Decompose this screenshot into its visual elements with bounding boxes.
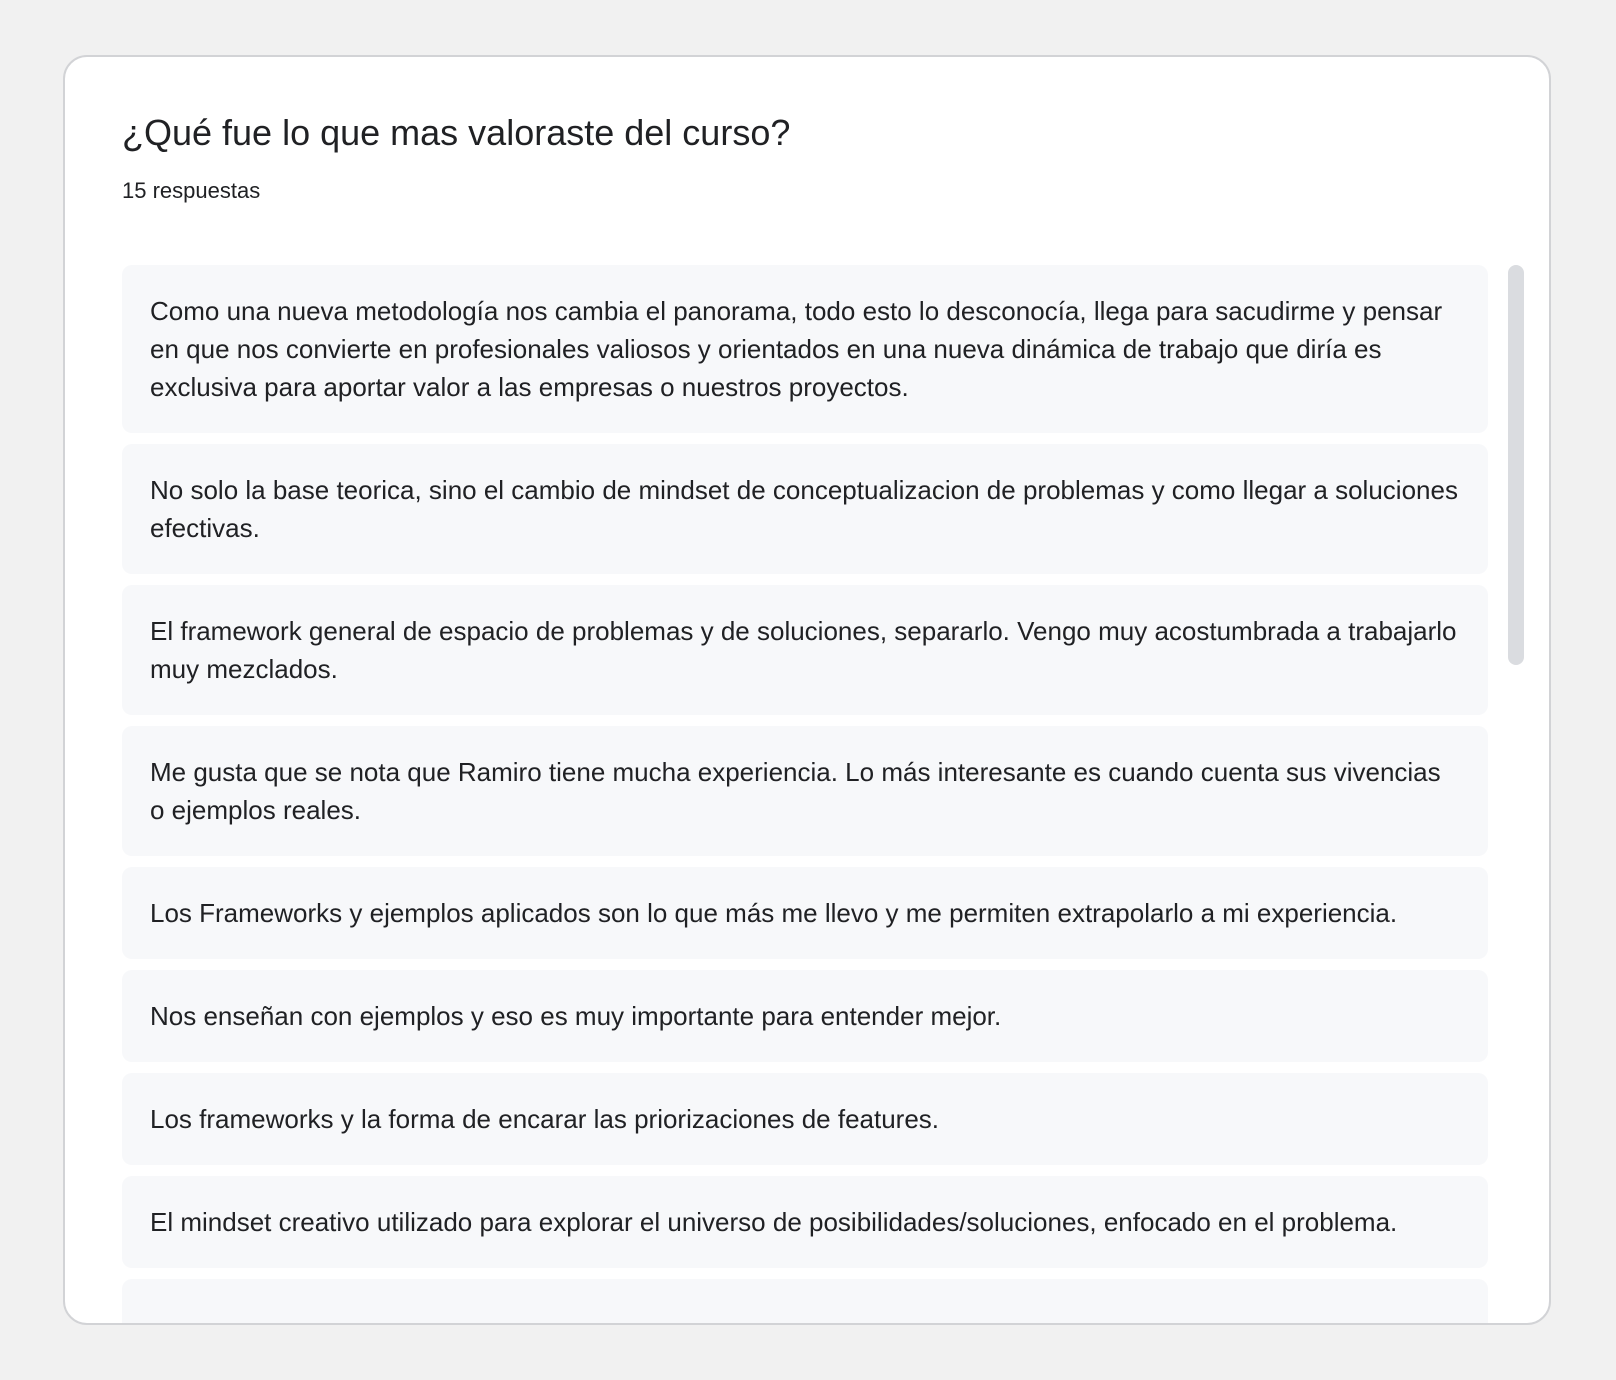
response-item: Los frameworks y la forma de encarar las priorizaciones de features.: [122, 1073, 1488, 1165]
scrollbar-thumb[interactable]: [1508, 265, 1524, 665]
response-count: 15 respuestas: [122, 178, 261, 203]
response-item: No solo la base teorica, sino el cambio de mindset de conceptualizacion de problemas y como llegar a soluciones efectivas.: [122, 444, 1488, 574]
response-item: Nos enseñan con ejemplos y eso es muy importante para entender mejor.: [122, 970, 1488, 1062]
question-title: ¿Qué fue lo que mas valoraste del curso?: [122, 112, 791, 153]
response-item: El mindset creativo utilizado para explorar el universo de posibilidades/soluciones, enfocado en el problema.: [122, 1176, 1488, 1268]
response-item: El framework general de espacio de problemas y de soluciones, separarlo. Vengo muy acostumbrada a trabajarlo muy mezclados.: [122, 585, 1488, 715]
response-item: Como una nueva metodología nos cambia el panorama, todo esto lo desconocía, llega para sacudirme y pensar en que nos convierte en profesionales valiosos y orientados en una nueva dinámica de trabajo que diría es exclusiva para aportar valor a las empresas o nuestros proyectos.: [122, 265, 1488, 433]
question-card: [63, 55, 1551, 1325]
scrollbar[interactable]: [1508, 265, 1524, 1315]
response-item-partial: [122, 1279, 1488, 1325]
response-item: Me gusta que se nota que Ramiro tiene mucha experiencia. Lo más interesante es cuando cuenta sus vivencias o ejemplos reales.: [122, 726, 1488, 856]
response-item: Los Frameworks y ejemplos aplicados son lo que más me llevo y me permiten extrapolarlo a mi experiencia.: [122, 867, 1488, 959]
responses-list[interactable]: [122, 265, 1488, 1325]
